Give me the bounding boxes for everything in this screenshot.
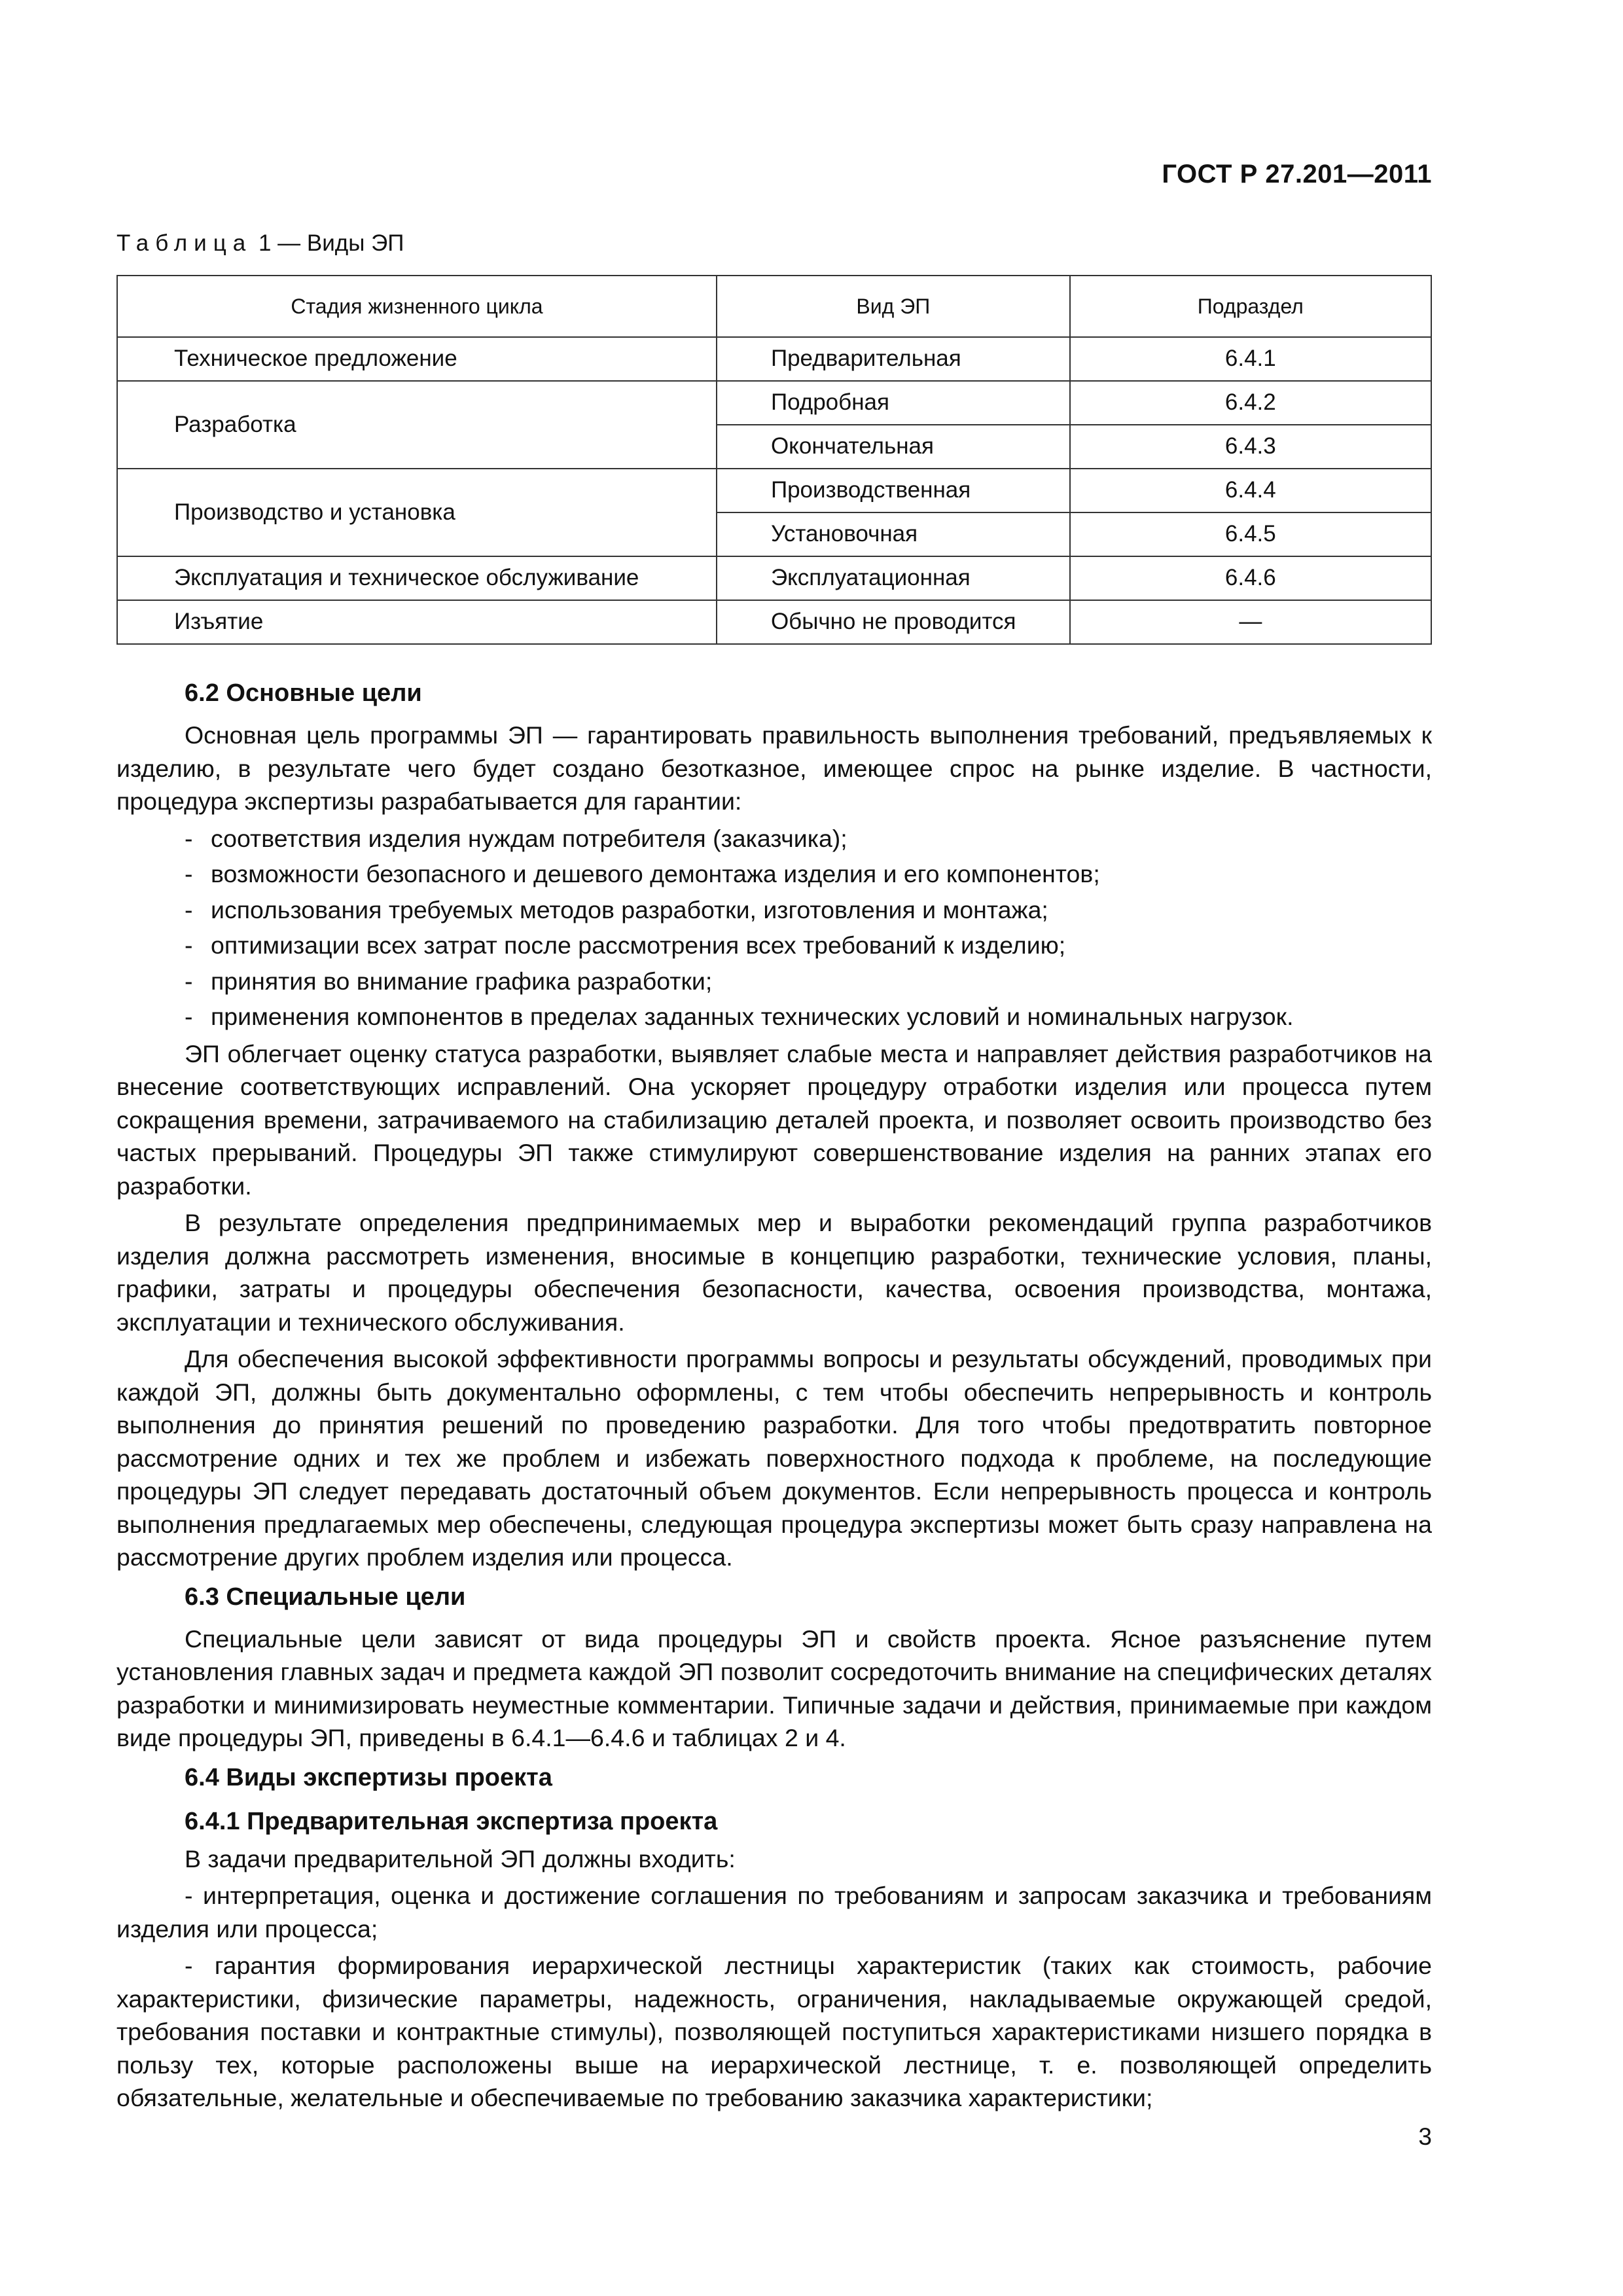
section-6-4-1-item-2: - гарантия формирования иерархической лестницы характеристик (таких как стоимость, рабочие характеристики, физические параметры, надежность, ограничения, накладываемые окружающей средой, требования поставки и контрактные стимулы), позволяющей поступиться характеристиками низшего порядка в пользу тех, которые расположены выше на иерархической лестнице, т. е. позволяющей определить обязательные, желательные и обеспечиваемые по требованию заказчика характеристики; [116, 1952, 1432, 2111]
standard-code: ГОСТ Р 27.201—2011 [1162, 160, 1432, 188]
section-6-3-paragraph: Специальные цели зависят от вида процедуры ЭП и свойств проекта. Ясное разъяснение путем установления главных задач и предмета каждой ЭП позволит сосредоточить внимание на специфических деталях разработки и минимизировать неуместные комментарии. Типичные задачи и действия, принимаемые при каждом виде процедуры ЭП, приведены в 6.4.1—6.4.6 и таблицах 2 и 4. [116, 1624, 1432, 1751]
table-caption-number: 1 [258, 230, 272, 256]
section-6-4-1-lead: В задачи предварительной ЭП должны входить: [185, 1844, 736, 1873]
column-header-type: Вид ЭП [717, 276, 1070, 337]
ep-types-table [116, 275, 1432, 645]
table-caption-title: — Виды ЭП [271, 230, 404, 256]
list-dash: - [185, 824, 193, 852]
type-cell: Производственная [717, 469, 1070, 512]
subsection-cell: — [1070, 600, 1431, 644]
type-cell: Подробная [717, 381, 1070, 425]
list-item [185, 965, 1432, 998]
column-header-subsection: Подраздел [1070, 276, 1431, 337]
list-dash: - [185, 860, 193, 888]
section-6-2-heading: 6.2 Основные цели [185, 679, 422, 707]
section-6-3-heading: 6.3 Специальные цели [185, 1583, 466, 1611]
section-6-4-1-heading: 6.4.1 Предварительная экспертиза проекта [185, 1807, 718, 1835]
section-6-4-1-item-1: - интерпретация, оценка и достижение соглашения по требованиям и запросам заказчика и требованиям изделия или процесса; [116, 1882, 1432, 1943]
section-6-2-paragraph-3: Для обеспечения высокой эффективности программы вопросы и результаты обсуждений, проводимых при каждой ЭП, должны быть документально оформлены, с тем чтобы обеспечить непрерывность и контроль выполнения до принятия решений по проведению разработки. Для того чтобы предотвратить повторное рассмотрение одних и тех же проблем и избежать поверхностного подхода к проблеме, на последующие процедуры ЭП следует передавать достаточный объем документов. Если непрерывность процесса и контроль выполнения предлагаемых мер обеспечены, следующая процедура экспертизы может быть сразу направлена на рассмотрение других проблем изделия или процесса. [116, 1345, 1432, 1571]
list-item [185, 893, 1432, 927]
type-cell: Эксплуатационная [717, 556, 1070, 600]
type-cell: Окончательная [717, 425, 1070, 469]
table-row [117, 600, 1431, 644]
stage-cell: Разработка [117, 381, 717, 469]
table-caption-prefix: Таблица [116, 230, 253, 256]
table-row [117, 337, 1431, 381]
stage-cell: Изъятие [117, 600, 717, 644]
list-item [185, 822, 1432, 855]
stage-cell: Техническое предложение [117, 337, 717, 381]
subsection-cell: 6.4.5 [1070, 512, 1431, 556]
section-6-2-intro: Основная цель программы ЭП — гарантировать правильность выполнения требований, предъявляемых к изделию, в результате чего будет создано безотказное, имеющее спрос на рынке изделие. В частности, процедура экспертизы разрабатывается для гарантии: [116, 721, 1432, 815]
type-cell: Обычно не проводится [717, 600, 1070, 644]
list-item-text: использования требуемых методов разработки, изготовления и монтажа; [211, 895, 1048, 924]
table-header-row [117, 276, 1431, 337]
page-number: 3 [1418, 2123, 1432, 2150]
table-row [117, 381, 1431, 425]
subsection-cell: 6.4.6 [1070, 556, 1431, 600]
subsection-cell: 6.4.4 [1070, 469, 1431, 512]
list-dash: - [185, 895, 193, 924]
list-item [185, 929, 1432, 962]
subsection-cell: 6.4.1 [1070, 337, 1431, 381]
section-6-2-paragraph-2: В результате определения предпринимаемых мер и выработки рекомендаций группа разработчиков изделия должна рассмотреть изменения, вносимые в концепцию разработки, технические условия, планы, графики, затраты и процедуры обеспечения безопасности, качества, освоения производства, монтажа, эксплуатации и технического обслуживания. [116, 1209, 1432, 1336]
list-dash: - [185, 1003, 193, 1030]
list-item-text: принятия во внимание графика разработки; [211, 967, 713, 995]
type-cell: Установочная [717, 512, 1070, 556]
subsection-cell: 6.4.2 [1070, 381, 1431, 425]
table-row [117, 469, 1431, 512]
list-item-text: применения компонентов в пределах заданных технических условий и номинальных нагрузок. [211, 1003, 1294, 1030]
goals-list [116, 822, 1432, 1033]
list-item-text: возможности безопасного и дешевого демонтажа изделия и его компонентов; [211, 860, 1100, 888]
list-dash: - [185, 967, 193, 995]
column-header-stage: Стадия жизненного цикла [117, 276, 717, 337]
list-item [185, 857, 1432, 891]
list-item-text: соответствия изделия нуждам потребителя (заказчика); [211, 824, 847, 852]
section-6-2-paragraph-1: ЭП облегчает оценку статуса разработки, выявляет слабые места и направляет действия разработчиков на внесение соответствующих исправлений. Она ускоряет процедуру отработки изделия или процесса путем сокращения времени, затрачиваемого на стабилизацию деталей проекта, и позволяет освоить производство без частых прерываний. Процедуры ЭП также стимулируют совершенствование изделия на ранних этапах его разработки. [116, 1039, 1432, 1200]
section-6-4-heading: 6.4 Виды экспертизы проекта [185, 1763, 552, 1791]
stage-cell: Производство и установка [117, 469, 717, 556]
subsection-cell: 6.4.3 [1070, 425, 1431, 469]
document-body [116, 674, 1432, 2119]
list-dash: - [185, 931, 193, 959]
list-item [185, 1000, 1432, 1033]
type-cell: Предварительная [717, 337, 1070, 381]
table-caption [116, 230, 404, 257]
table-row [117, 556, 1431, 600]
list-item-text: оптимизации всех затрат после рассмотрения всех требований к изделию; [211, 931, 1066, 959]
stage-cell: Эксплуатация и техническое обслуживание [117, 556, 717, 600]
